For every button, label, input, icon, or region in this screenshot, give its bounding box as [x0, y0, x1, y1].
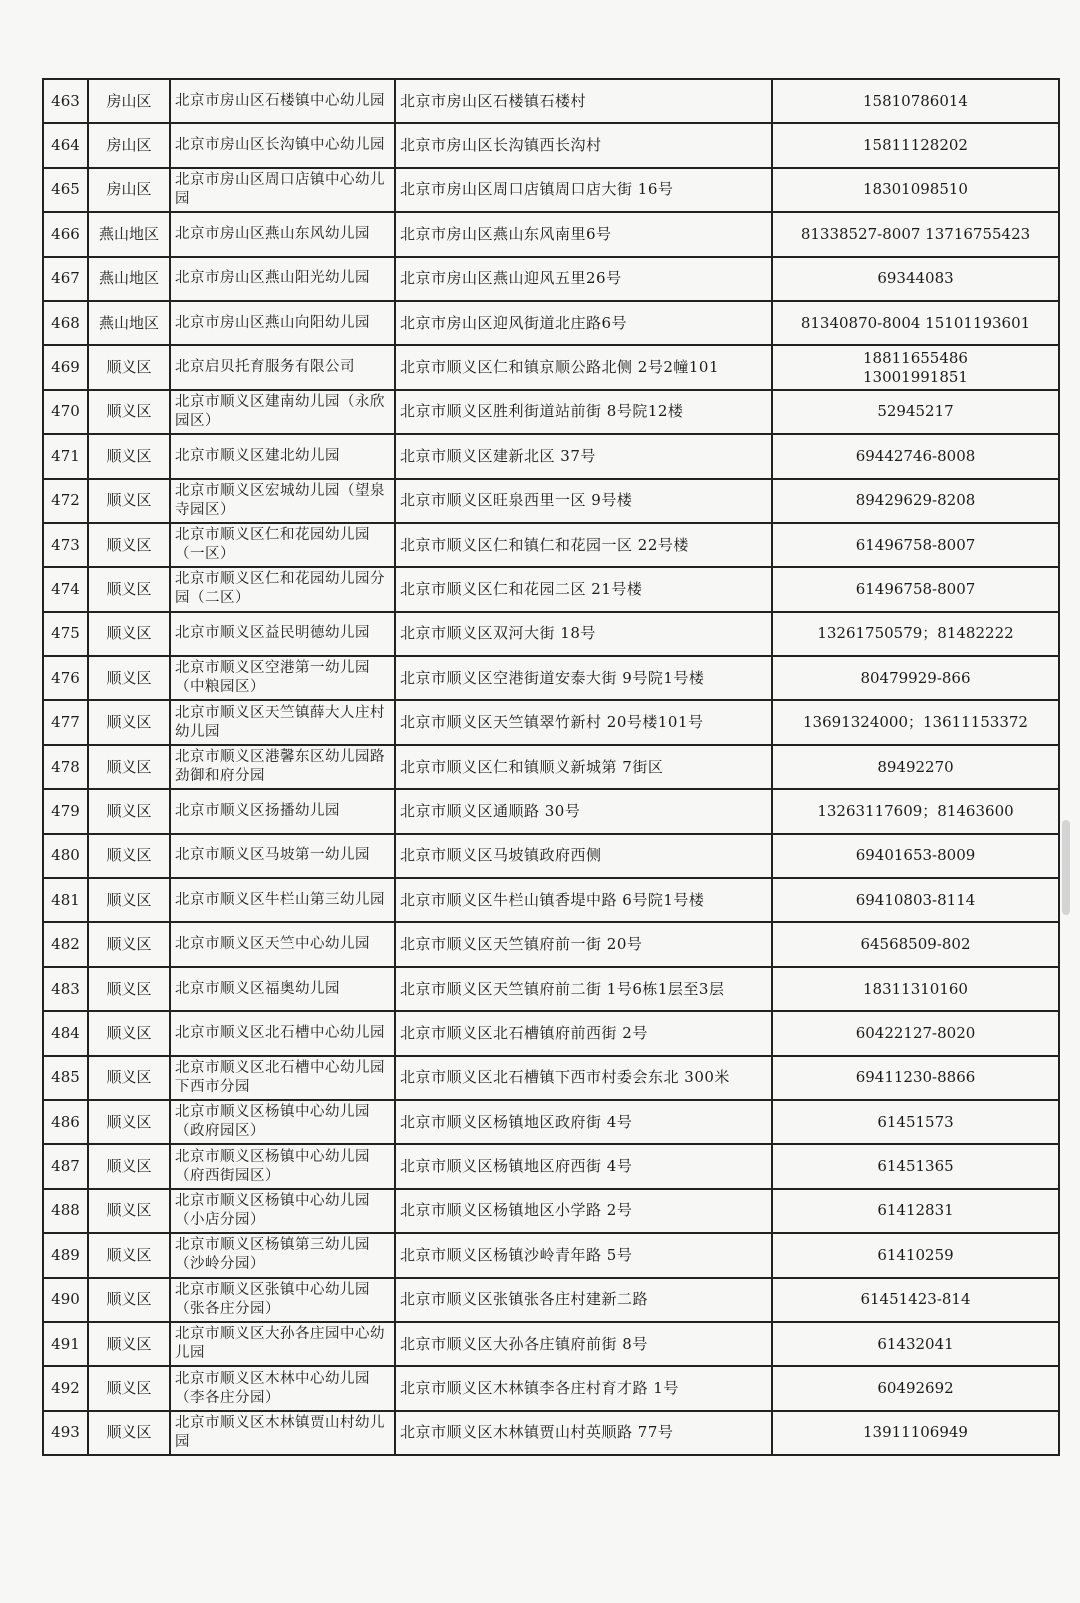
- table-row: [43, 567, 1059, 611]
- address-cell: 北京市房山区周口店镇周口店大街 16号: [395, 168, 772, 212]
- kindergarten-name-cell: 北京市顺义区木林中心幼儿园（李各庄分园）: [170, 1366, 395, 1410]
- address-cell: 北京市房山区石楼镇石楼村: [395, 79, 772, 123]
- kindergarten-name-cell: 北京市顺义区木林镇贾山村幼儿园: [170, 1411, 395, 1455]
- district-cell: 燕山地区: [88, 212, 170, 256]
- kindergarten-name-cell: 北京市顺义区建北幼儿园: [170, 434, 395, 478]
- district-cell: 燕山地区: [88, 257, 170, 301]
- phone-cell: 13911106949: [772, 1411, 1059, 1455]
- address-cell: 北京市顺义区张镇张各庄村建新二路: [395, 1278, 772, 1322]
- district-cell: 顺义区: [88, 390, 170, 434]
- table-row: [43, 301, 1059, 345]
- district-cell: 顺义区: [88, 567, 170, 611]
- kindergarten-name-cell: 北京市顺义区杨镇中心幼儿园（小店分园）: [170, 1189, 395, 1233]
- row-number: 473: [43, 523, 88, 567]
- kindergarten-name-cell: 北京启贝托育服务有限公司: [170, 345, 395, 389]
- row-number: 465: [43, 168, 88, 212]
- row-number: 477: [43, 700, 88, 744]
- kindergarten-name-cell: 北京市顺义区宏城幼儿园（望泉寺园区）: [170, 479, 395, 523]
- kindergarten-name-cell: 北京市顺义区福奥幼儿园: [170, 967, 395, 1011]
- district-cell: 顺义区: [88, 1322, 170, 1366]
- address-cell: 北京市顺义区杨镇沙岭青年路 5号: [395, 1233, 772, 1277]
- kindergarten-name-cell: 北京市顺义区扬播幼儿园: [170, 789, 395, 833]
- table-row: [43, 479, 1059, 523]
- row-number: 484: [43, 1011, 88, 1055]
- address-cell: 北京市房山区燕山迎风五里26号: [395, 257, 772, 301]
- district-cell: 顺义区: [88, 1144, 170, 1188]
- row-number: 472: [43, 479, 88, 523]
- phone-cell: 61496758-8007: [772, 523, 1059, 567]
- address-cell: 北京市房山区长沟镇西长沟村: [395, 123, 772, 167]
- table-row: [43, 789, 1059, 833]
- table-row: [43, 123, 1059, 167]
- district-cell: 顺义区: [88, 1100, 170, 1144]
- address-cell: 北京市顺义区胜利街道站前街 8号院12楼: [395, 390, 772, 434]
- row-number: 467: [43, 257, 88, 301]
- kindergarten-name-cell: 北京市顺义区杨镇中心幼儿园（政府园区）: [170, 1100, 395, 1144]
- district-cell: 顺义区: [88, 1411, 170, 1455]
- kindergarten-name-cell: 北京市顺义区张镇中心幼儿园（张各庄分园）: [170, 1278, 395, 1322]
- table-row: [43, 1366, 1059, 1410]
- address-cell: 北京市顺义区仁和镇仁和花园一区 22号楼: [395, 523, 772, 567]
- address-cell: 北京市顺义区建新北区 37号: [395, 434, 772, 478]
- table-row: [43, 1100, 1059, 1144]
- district-cell: 顺义区: [88, 656, 170, 700]
- table-row: [43, 168, 1059, 212]
- phone-cell: 60422127-8020: [772, 1011, 1059, 1055]
- row-number: 493: [43, 1411, 88, 1455]
- district-cell: 顺义区: [88, 745, 170, 789]
- phone-cell: 18301098510: [772, 168, 1059, 212]
- address-cell: 北京市顺义区马坡镇政府西侧: [395, 834, 772, 878]
- district-cell: 顺义区: [88, 922, 170, 966]
- phone-cell: 89492270: [772, 745, 1059, 789]
- phone-cell: 13261750579；81482222: [772, 612, 1059, 656]
- district-cell: 顺义区: [88, 1233, 170, 1277]
- scrollbar-thumb[interactable]: [1062, 820, 1070, 915]
- district-cell: 顺义区: [88, 523, 170, 567]
- row-number: 486: [43, 1100, 88, 1144]
- address-cell: 北京市顺义区仁和花园二区 21号楼: [395, 567, 772, 611]
- address-cell: 北京市顺义区北石槽镇府前西街 2号: [395, 1011, 772, 1055]
- row-number: 480: [43, 834, 88, 878]
- table-row: [43, 1011, 1059, 1055]
- address-cell: 北京市顺义区仁和镇顺义新城第 7街区: [395, 745, 772, 789]
- district-cell: 顺义区: [88, 1056, 170, 1100]
- row-number: 470: [43, 390, 88, 434]
- row-number: 479: [43, 789, 88, 833]
- row-number: 489: [43, 1233, 88, 1277]
- address-cell: 北京市顺义区木林镇贾山村英顺路 77号: [395, 1411, 772, 1455]
- row-number: 482: [43, 922, 88, 966]
- kindergarten-name-cell: 北京市顺义区仁和花园幼儿园（一区）: [170, 523, 395, 567]
- phone-cell: 61451365: [772, 1144, 1059, 1188]
- kindergarten-name-cell: 北京市房山区燕山东风幼儿园: [170, 212, 395, 256]
- table-row: [43, 700, 1059, 744]
- phone-cell: 60492692: [772, 1366, 1059, 1410]
- district-cell: 顺义区: [88, 1278, 170, 1322]
- table-row: [43, 1322, 1059, 1366]
- phone-cell: 52945217: [772, 390, 1059, 434]
- phone-cell: 18311310160: [772, 967, 1059, 1011]
- district-cell: 顺义区: [88, 479, 170, 523]
- phone-cell: 81340870-8004 15101193601: [772, 301, 1059, 345]
- phone-cell: 61451573: [772, 1100, 1059, 1144]
- row-number: 466: [43, 212, 88, 256]
- kindergarten-name-cell: 北京市顺义区仁和花园幼儿园分园（二区）: [170, 567, 395, 611]
- table-row: [43, 212, 1059, 256]
- table-row: [43, 922, 1059, 966]
- phone-cell: 15810786014: [772, 79, 1059, 123]
- address-cell: 北京市顺义区杨镇地区政府街 4号: [395, 1100, 772, 1144]
- phone-cell: 13691324000；13611153372: [772, 700, 1059, 744]
- row-number: 491: [43, 1322, 88, 1366]
- table-row: [43, 1233, 1059, 1277]
- address-cell: 北京市房山区燕山东风南里6号: [395, 212, 772, 256]
- kindergarten-name-cell: 北京市顺义区天竺镇薛大人庄村幼儿园: [170, 700, 395, 744]
- address-cell: 北京市顺义区大孙各庄镇府前街 8号: [395, 1322, 772, 1366]
- table-row: [43, 345, 1059, 389]
- address-cell: 北京市顺义区天竺镇翠竹新村 20号楼101号: [395, 700, 772, 744]
- row-number: 490: [43, 1278, 88, 1322]
- phone-cell: 81338527-8007 13716755423: [772, 212, 1059, 256]
- address-cell: 北京市顺义区杨镇地区小学路 2号: [395, 1189, 772, 1233]
- table-row: [43, 1278, 1059, 1322]
- row-number: 492: [43, 1366, 88, 1410]
- row-number: 476: [43, 656, 88, 700]
- phone-cell: 69410803-8114: [772, 878, 1059, 922]
- kindergarten-name-cell: 北京市顺义区杨镇中心幼儿园（府西街园区）: [170, 1144, 395, 1188]
- kindergarten-name-cell: 北京市顺义区马坡第一幼儿园: [170, 834, 395, 878]
- phone-cell: 61412831: [772, 1189, 1059, 1233]
- phone-cell: 61432041: [772, 1322, 1059, 1366]
- kindergarten-name-cell: 北京市顺义区大孙各庄园中心幼儿园: [170, 1322, 395, 1366]
- address-cell: 北京市顺义区杨镇地区府西街 4号: [395, 1144, 772, 1188]
- kindergarten-name-cell: 北京市房山区燕山向阳幼儿园: [170, 301, 395, 345]
- phone-cell: 15811128202: [772, 123, 1059, 167]
- phone-cell: 69344083: [772, 257, 1059, 301]
- table-row: [43, 434, 1059, 478]
- table-row: [43, 745, 1059, 789]
- district-cell: 顺义区: [88, 878, 170, 922]
- kindergarten-name-cell: 北京市顺义区建南幼儿园（永欣园区）: [170, 390, 395, 434]
- row-number: 481: [43, 878, 88, 922]
- kindergarten-name-cell: 北京市顺义区港馨东区幼儿园路劲御和府分园: [170, 745, 395, 789]
- table-row: [43, 612, 1059, 656]
- kindergarten-name-cell: 北京市顺义区牛栏山第三幼儿园: [170, 878, 395, 922]
- table-row: [43, 656, 1059, 700]
- table-row: [43, 967, 1059, 1011]
- row-number: 485: [43, 1056, 88, 1100]
- phone-cell: 61410259: [772, 1233, 1059, 1277]
- address-cell: 北京市顺义区木林镇李各庄村育才路 1号: [395, 1366, 772, 1410]
- district-cell: 顺义区: [88, 1366, 170, 1410]
- district-cell: 顺义区: [88, 834, 170, 878]
- district-cell: 房山区: [88, 79, 170, 123]
- table-body: [43, 79, 1059, 1455]
- district-cell: 顺义区: [88, 1011, 170, 1055]
- phone-cell: 69411230-8866: [772, 1056, 1059, 1100]
- district-cell: 顺义区: [88, 789, 170, 833]
- phone-cell: 69442746-8008: [772, 434, 1059, 478]
- phone-cell: 13263117609；81463600: [772, 789, 1059, 833]
- row-number: 464: [43, 123, 88, 167]
- phone-cell: 89429629-8208: [772, 479, 1059, 523]
- kindergarten-name-cell: 北京市房山区石楼镇中心幼儿园: [170, 79, 395, 123]
- row-number: 463: [43, 79, 88, 123]
- address-cell: 北京市顺义区双河大街 18号: [395, 612, 772, 656]
- address-cell: 北京市顺义区旺泉西里一区 9号楼: [395, 479, 772, 523]
- address-cell: 北京市顺义区北石槽镇下西市村委会东北 300米: [395, 1056, 772, 1100]
- table-row: [43, 523, 1059, 567]
- district-cell: 顺义区: [88, 1189, 170, 1233]
- district-cell: 房山区: [88, 168, 170, 212]
- phone-cell: 64568509-802: [772, 922, 1059, 966]
- kindergarten-name-cell: 北京市顺义区空港第一幼儿园（中粮园区）: [170, 656, 395, 700]
- table-row: [43, 1189, 1059, 1233]
- row-number: 474: [43, 567, 88, 611]
- kindergarten-name-cell: 北京市顺义区益民明德幼儿园: [170, 612, 395, 656]
- phone-cell: 18811655486 13001991851: [772, 345, 1059, 389]
- district-cell: 燕山地区: [88, 301, 170, 345]
- table-row: [43, 834, 1059, 878]
- table-row: [43, 1056, 1059, 1100]
- row-number: 487: [43, 1144, 88, 1188]
- district-cell: 顺义区: [88, 967, 170, 1011]
- address-cell: 北京市顺义区空港街道安泰大街 9号院1号楼: [395, 656, 772, 700]
- table-row: [43, 878, 1059, 922]
- kindergarten-name-cell: 北京市房山区长沟镇中心幼儿园: [170, 123, 395, 167]
- kindergarten-name-cell: 北京市顺义区北石槽中心幼儿园: [170, 1011, 395, 1055]
- kindergarten-table: [42, 78, 1060, 1456]
- address-cell: 北京市房山区迎风街道北庄路6号: [395, 301, 772, 345]
- kindergarten-name-cell: 北京市顺义区天竺中心幼儿园: [170, 922, 395, 966]
- table-row: [43, 1144, 1059, 1188]
- address-cell: 北京市顺义区天竺镇府前一街 20号: [395, 922, 772, 966]
- table-row: [43, 1411, 1059, 1455]
- address-cell: 北京市顺义区天竺镇府前二街 1号6栋1层至3层: [395, 967, 772, 1011]
- kindergarten-name-cell: 北京市顺义区杨镇第三幼儿园（沙岭分园）: [170, 1233, 395, 1277]
- phone-cell: 61496758-8007: [772, 567, 1059, 611]
- address-cell: 北京市顺义区牛栏山镇香堤中路 6号院1号楼: [395, 878, 772, 922]
- kindergarten-name-cell: 北京市顺义区北石槽中心幼儿园下西市分园: [170, 1056, 395, 1100]
- row-number: 471: [43, 434, 88, 478]
- address-cell: 北京市顺义区通顺路 30号: [395, 789, 772, 833]
- table-row: [43, 390, 1059, 434]
- row-number: 475: [43, 612, 88, 656]
- district-cell: 顺义区: [88, 612, 170, 656]
- kindergarten-name-cell: 北京市房山区周口店镇中心幼儿园: [170, 168, 395, 212]
- district-cell: 顺义区: [88, 345, 170, 389]
- address-cell: 北京市顺义区仁和镇京顺公路北侧 2号2幢101: [395, 345, 772, 389]
- table-row: [43, 257, 1059, 301]
- phone-cell: 61451423-814: [772, 1278, 1059, 1322]
- district-cell: 顺义区: [88, 700, 170, 744]
- phone-cell: 80479929-866: [772, 656, 1059, 700]
- row-number: 469: [43, 345, 88, 389]
- district-cell: 房山区: [88, 123, 170, 167]
- row-number: 488: [43, 1189, 88, 1233]
- row-number: 483: [43, 967, 88, 1011]
- kindergarten-name-cell: 北京市房山区燕山阳光幼儿园: [170, 257, 395, 301]
- district-cell: 顺义区: [88, 434, 170, 478]
- row-number: 478: [43, 745, 88, 789]
- row-number: 468: [43, 301, 88, 345]
- phone-cell: 69401653-8009: [772, 834, 1059, 878]
- table-row: [43, 79, 1059, 123]
